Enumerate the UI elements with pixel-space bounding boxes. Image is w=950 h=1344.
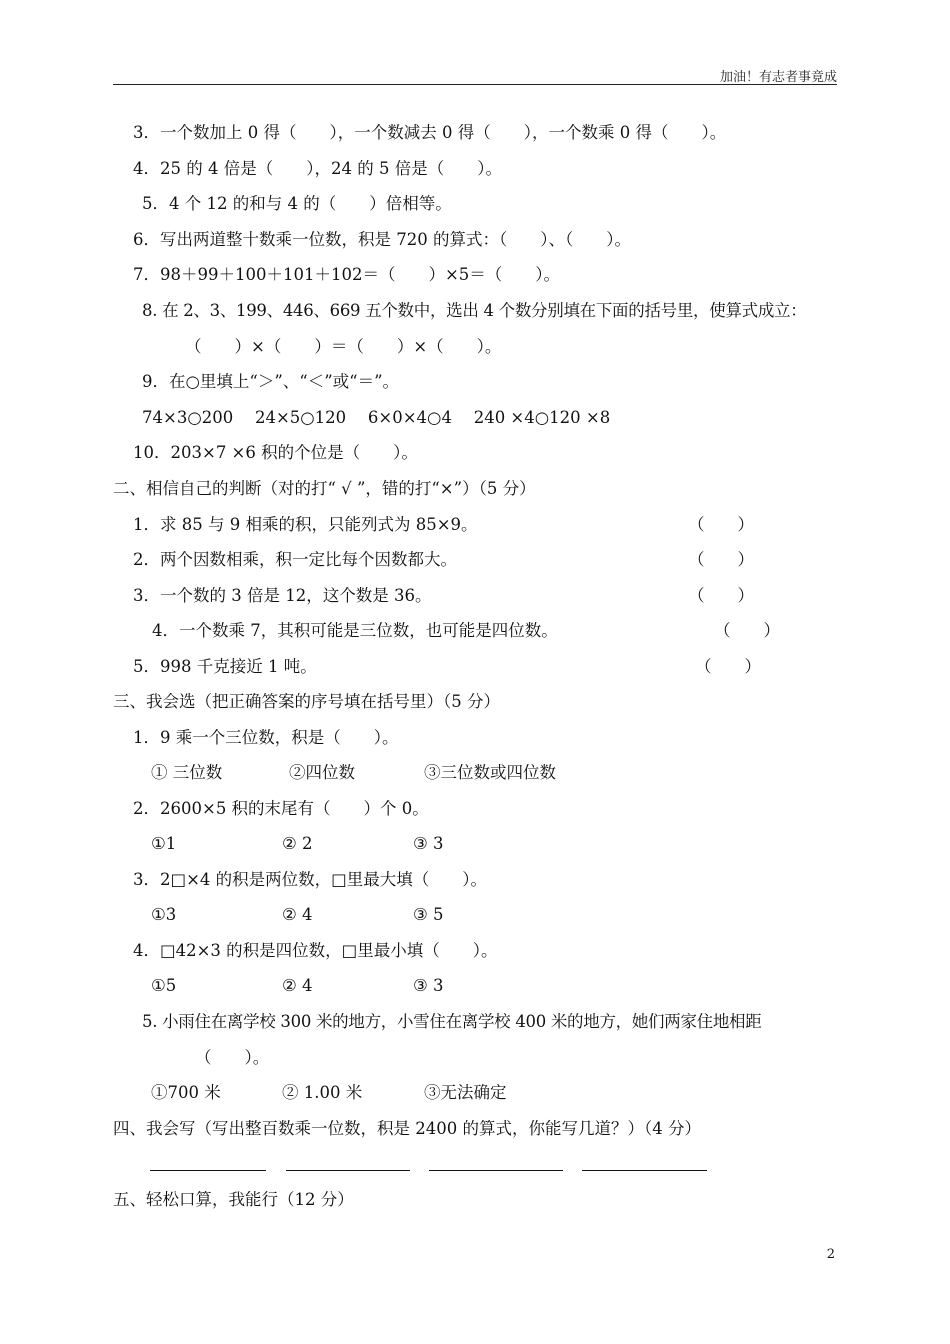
question-8: 8. 在 2、3、199、446、669 五个数中，选出 4 个数分别填在下面的括号里，使算式成立：: [142, 301, 807, 320]
choice-1-option-1: ① 三位数: [151, 763, 223, 782]
judge-answer-4: （ ）: [714, 621, 780, 640]
choice-question-5: 5. 小雨住在离学校 300 米的地方，小雪住在离学校 400 米的地方，她们两家住地相距: [142, 1012, 762, 1031]
choice-1-option-2: ②四位数: [289, 763, 355, 782]
choice-2-option-1: ①1: [151, 834, 177, 853]
section-2-title: 二、相信自己的判断（对的打“ √ ”，错的打“×”）（5 分）: [113, 479, 536, 498]
answer-line-3: [429, 1170, 563, 1171]
judge-item-1: 1．求 85 与 9 相乘的积，只能列式为 85×9。: [133, 515, 478, 534]
question-9-items: 74×3○200 24×5○120 6×0×4○4 240 ×4○120 ×8: [142, 408, 611, 427]
judge-item-4: 4．一个数乘 7，其积可能是三位数，也可能是四位数。: [152, 621, 558, 640]
page-number: 2: [826, 1247, 835, 1262]
choice-4-option-2: ② 4: [282, 976, 313, 995]
choice-2-option-2: ② 2: [282, 834, 313, 853]
judge-item-5: 5．998 千克接近 1 吨。: [133, 657, 317, 676]
question-8-blank: （ ）×（ ）＝（ ）×（ ）。: [185, 337, 502, 356]
header-motto: 加油！有志者事竟成: [719, 70, 837, 85]
question-6: 6．写出两道整十数乘一位数，积是 720 的算式：（ ）、（ ）。: [133, 230, 631, 249]
judge-item-2: 2．两个因数相乘，积一定比每个因数都大。: [133, 550, 457, 569]
question-3: 3．一个数加上 0 得（ ），一个数减去 0 得（ ），一个数乘 0 得（ ）。: [133, 123, 727, 142]
answer-line-2: [286, 1170, 410, 1171]
judge-answer-2: （ ）: [688, 550, 754, 569]
section-5-title: 五、轻松口算，我能行（12 分）: [113, 1190, 354, 1209]
choice-3-option-2: ② 4: [282, 905, 313, 924]
choice-4-option-3: ③ 3: [413, 976, 444, 995]
choice-question-4: 4．□42×3 的积是四位数，□里最小填（ ）。: [133, 941, 498, 960]
choice-2-option-3: ③ 3: [413, 834, 444, 853]
question-5: 5．4 个 12 的和与 4 的（ ）倍相等。: [142, 194, 452, 213]
judge-item-3: 3．一个数的 3 倍是 12，这个数是 36。: [133, 586, 432, 605]
choice-5-option-2: ② 1.00 米: [282, 1083, 363, 1102]
choice-1-option-3: ③三位数或四位数: [424, 763, 556, 782]
answer-line-1: [150, 1170, 266, 1171]
section-4-title: 四、我会写（写出整百数乘一位数，积是 2400 的算式，你能写几道？）（4 分）: [113, 1119, 701, 1138]
question-7: 7．98＋99＋100＋101＋102＝（ ）×5＝（ ）。: [133, 265, 561, 284]
judge-answer-3: （ ）: [688, 586, 754, 605]
judge-answer-1: （ ）: [688, 515, 754, 534]
choice-question-1: 1．9 乘一个三位数，积是（ ）。: [133, 728, 399, 747]
question-10: 10．203×7 ×6 积的个位是（ ）。: [133, 443, 418, 462]
choice-3-option-1: ①3: [151, 905, 177, 924]
section-3-title: 三、我会选（把正确答案的序号填在括号里）（5 分）: [113, 692, 500, 711]
choice-4-option-1: ①5: [151, 976, 177, 995]
judge-answer-5: （ ）: [695, 657, 761, 676]
question-4: 4．25 的 4 倍是（ ），24 的 5 倍是（ ）。: [133, 159, 502, 178]
choice-5-option-3: ③无法确定: [424, 1083, 507, 1102]
choice-3-option-3: ③ 5: [413, 905, 444, 924]
choice-question-3: 3．2□×4 的积是两位数，□里最大填（ ）。: [133, 870, 487, 889]
answer-line-4: [582, 1170, 707, 1171]
choice-question-5-blank: （ ）。: [195, 1048, 270, 1067]
choice-5-option-1: ①700 米: [151, 1083, 221, 1102]
question-9: 9．在○里填上“＞”、“＜”或“＝”。: [142, 372, 400, 391]
choice-question-2: 2．2600×5 积的末尾有（ ）个 0。: [133, 799, 429, 818]
header-divider: [113, 84, 837, 85]
